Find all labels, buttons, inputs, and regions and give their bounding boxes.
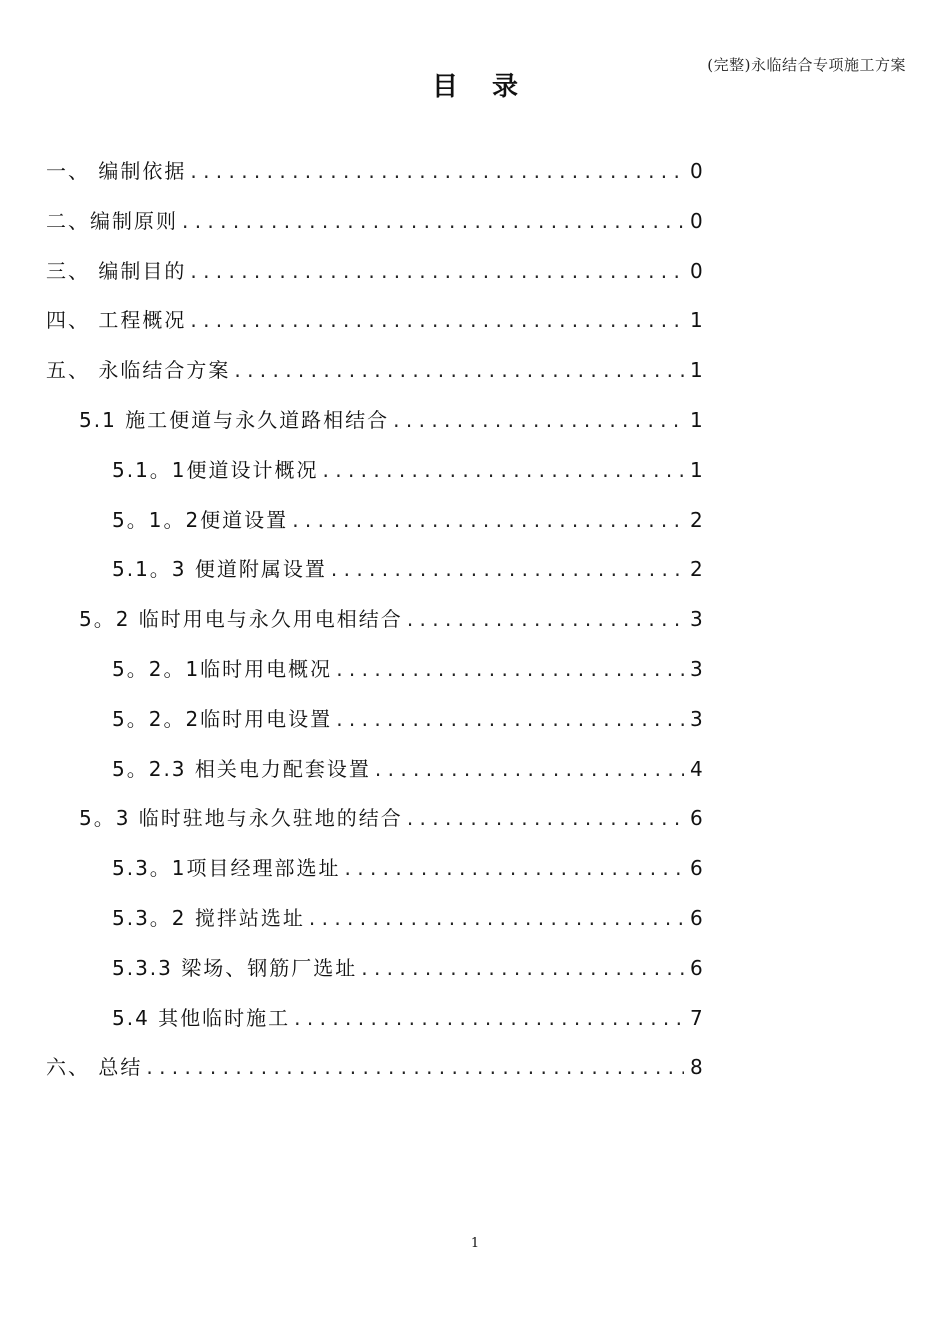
toc-leader-dots: [336, 657, 684, 681]
toc-entry[interactable]: [79, 802, 704, 842]
toc-leader-dots: [323, 458, 684, 482]
toc-entry[interactable]: [79, 603, 704, 643]
toc-entry-label: 三、 编制目的: [46, 258, 187, 283]
toc-entry[interactable]: [112, 952, 704, 992]
toc-entry-page: 4: [690, 756, 705, 781]
toc-entry-label: 5。2 临时用电与永久用电相结合: [79, 607, 403, 632]
toc-entry-page: 0: [690, 159, 705, 183]
toc-entry-label: 5。3 临时驻地与永久驻地的结合: [79, 806, 403, 831]
toc-entry-label: 5.1。3 便道附属设置: [112, 557, 327, 582]
toc-entry-page: 0: [690, 208, 705, 233]
toc-entry-label: 5.3。1项目经理部选址: [112, 856, 341, 881]
toc-entry-label: 5.4 其他临时施工: [112, 1005, 291, 1030]
toc-entry-page: 6: [690, 955, 705, 980]
toc-entry-page: 7: [690, 1005, 705, 1030]
toc-entry-page: 0: [690, 258, 705, 283]
toc-entry-page: 3: [690, 607, 705, 632]
toc-entry[interactable]: [79, 404, 704, 444]
toc-entry[interactable]: [112, 653, 704, 693]
toc-leader-dots: [407, 806, 684, 830]
toc-leader-dots: [375, 757, 684, 781]
toc-entry[interactable]: [46, 255, 704, 295]
toc-entry-label: 五、 永临结合方案: [46, 358, 231, 383]
toc-leader-dots: [292, 508, 684, 532]
toc-leader-dots: [294, 1006, 684, 1030]
toc-entry-label: 四、 工程概况: [46, 308, 187, 333]
toc-entry[interactable]: [112, 504, 704, 544]
toc-entry[interactable]: [112, 703, 704, 743]
toc-leader-dots: [361, 956, 684, 980]
toc-entry-page: 2: [690, 507, 705, 532]
toc-leader-dots: [345, 856, 684, 880]
toc-entry-label: 5。2.3 相关电力配套设置: [112, 756, 371, 781]
header-note: (完整)永临结合专项施工方案: [707, 56, 906, 74]
toc-leader-dots: [190, 259, 684, 283]
toc-entry-page: 3: [690, 706, 705, 731]
toc-entry-label: 5.3.3 梁场、钢筋厂选址: [112, 955, 358, 980]
toc-entry[interactable]: [112, 454, 704, 494]
toc-entry-label: 六、 总结: [46, 1055, 143, 1080]
toc-leader-dots: [331, 557, 684, 581]
toc-leader-dots: [146, 1055, 684, 1079]
toc-entry[interactable]: [112, 753, 704, 793]
toc-entry-page: 6: [690, 806, 705, 831]
toc-entry-label: 5.3。2 搅拌站选址: [112, 906, 305, 930]
toc-entry[interactable]: [112, 1002, 704, 1042]
toc-entry-page: 3: [690, 657, 705, 681]
toc-leader-dots: [393, 408, 684, 432]
toc-entry[interactable]: [46, 354, 704, 394]
toc-entry-page: 1: [690, 308, 705, 333]
toc-title: 目录: [431, 72, 552, 102]
toc-leader-dots: [407, 607, 684, 631]
toc-leader-dots: [190, 159, 684, 183]
toc-entry-page: 6: [690, 856, 705, 881]
toc-entry[interactable]: [46, 1051, 704, 1091]
toc-entry-label: 5.1。1便道设计概况: [112, 457, 319, 482]
toc-entry-page: 6: [690, 906, 705, 930]
toc-entry[interactable]: [46, 205, 704, 245]
toc-leader-dots: [336, 707, 684, 731]
toc-entry-label: 5。1。2便道设置: [112, 507, 289, 532]
toc-leader-dots: [190, 308, 684, 332]
toc-entry-label: 一、 编制依据: [46, 159, 187, 183]
toc-entry-label: 5.1 施工便道与永久道路相结合: [79, 408, 390, 432]
page-number: 1: [470, 1236, 480, 1251]
toc-entry[interactable]: [112, 902, 704, 942]
toc-entry[interactable]: [112, 553, 704, 593]
toc-entry-page: 1: [690, 408, 705, 432]
toc-entry-label: 二、编制原则: [46, 208, 178, 233]
toc-entry-page: 2: [690, 557, 705, 582]
toc-entry[interactable]: [46, 155, 704, 195]
toc-entry-label: 5。2。2临时用电设置: [112, 706, 333, 731]
toc-leader-dots: [234, 358, 684, 382]
toc-entry-page: 8: [690, 1055, 705, 1080]
toc-entry[interactable]: [46, 304, 704, 344]
toc-leader-dots: [182, 209, 684, 233]
toc-entry-page: 1: [690, 457, 705, 482]
toc-entry-label: 5。2。1临时用电概况: [112, 657, 333, 681]
toc-entry-page: 1: [690, 358, 705, 383]
toc-leader-dots: [309, 906, 684, 930]
toc-entry[interactable]: [112, 852, 704, 892]
